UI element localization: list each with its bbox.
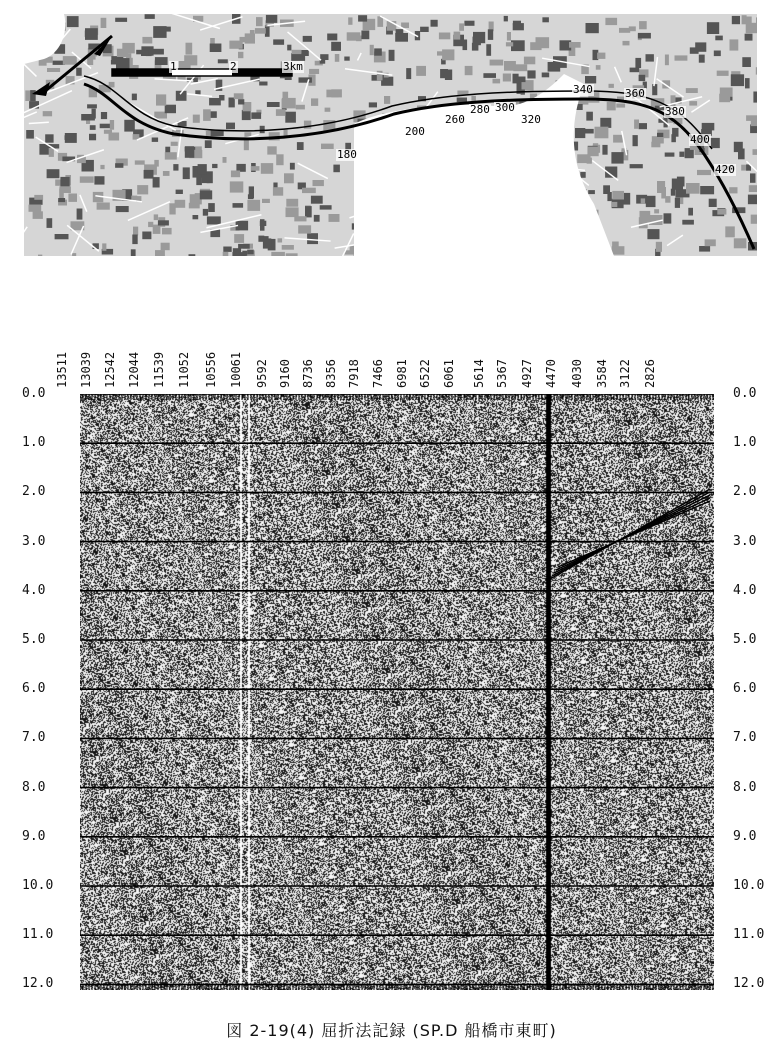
station-label: 340 — [573, 83, 593, 96]
station-label: 360 — [625, 87, 645, 100]
distance-label: 8736 — [301, 359, 315, 388]
time-label-left: 9.0 — [22, 828, 46, 844]
distance-label: 3122 — [618, 359, 632, 388]
distance-label: 6981 — [395, 359, 409, 388]
station-label: 200 — [405, 125, 425, 138]
time-label-left: 1.0 — [22, 435, 46, 451]
distance-label: 12044 — [127, 351, 141, 388]
location-map — [24, 14, 757, 256]
distance-label: 6522 — [418, 359, 432, 388]
distance-label: 12542 — [103, 351, 117, 388]
record-overlay — [80, 394, 714, 990]
refraction-record — [80, 394, 714, 990]
distance-label: 13511 — [55, 351, 69, 388]
time-label-left: 0.0 — [22, 386, 46, 401]
time-label-right: 6.0 — [733, 681, 757, 697]
time-label-right: 10.0 — [733, 878, 765, 893]
time-label-left: 5.0 — [22, 632, 46, 647]
station-label: 420 — [715, 163, 735, 176]
distance-label: 4470 — [544, 359, 558, 388]
scale-tick: 3km — [283, 60, 303, 73]
time-label-left: 7.0 — [22, 730, 46, 746]
scale-tick: 2 — [230, 60, 237, 73]
figure-caption: 図 2-19(4) 屈折法記録 (SP.D 船橋市東町) — [226, 1021, 557, 1040]
time-label-right: 8.0 — [733, 779, 757, 795]
distance-label: 3584 — [595, 359, 609, 388]
distance-label: 11052 — [177, 351, 191, 388]
time-label-left: 6.0 — [22, 681, 46, 697]
distance-label: 7466 — [371, 359, 385, 388]
station-label: 300 — [495, 101, 515, 114]
time-label-left: 3.0 — [22, 533, 46, 549]
distance-label: 4927 — [520, 359, 534, 388]
station-label: 280 — [470, 103, 490, 116]
time-label-right: 1.0 — [733, 435, 757, 451]
distance-label: 2826 — [643, 359, 657, 388]
time-label-left: 11.0 — [22, 927, 54, 943]
time-label-right: 5.0 — [733, 632, 757, 647]
station-label: 400 — [690, 133, 710, 146]
time-label-left: 2.0 — [22, 484, 46, 500]
distance-label: 8356 — [324, 359, 338, 388]
time-label-right: 4.0 — [733, 582, 757, 598]
distance-label: 9160 — [278, 359, 292, 388]
time-label-left: 10.0 — [22, 878, 54, 893]
time-label-right: 0.0 — [733, 386, 757, 401]
time-label-right: 11.0 — [733, 927, 765, 943]
station-label: 320 — [521, 113, 541, 126]
distance-label: 5614 — [472, 359, 486, 388]
station-label: 260 — [445, 113, 465, 126]
distance-label: 11539 — [152, 351, 166, 388]
time-label-right: 7.0 — [733, 730, 757, 746]
distance-label: 4030 — [570, 359, 584, 388]
time-label-right: 2.0 — [733, 484, 757, 500]
time-label-right: 9.0 — [733, 828, 757, 844]
map-graphic — [24, 14, 757, 256]
distance-label: 6061 — [442, 359, 456, 388]
time-label-left: 12.0 — [22, 976, 54, 992]
time-label-left: 8.0 — [22, 779, 46, 795]
distance-label: 10556 — [204, 351, 218, 388]
distance-label: 5367 — [495, 359, 509, 388]
first-arrival — [558, 501, 710, 567]
time-label-left: 4.0 — [22, 582, 46, 598]
distance-label: 7918 — [347, 359, 361, 388]
station-label: 180 — [337, 148, 357, 161]
distance-label: 10061 — [229, 351, 243, 388]
distance-label: 13039 — [79, 351, 93, 388]
time-label-right: 12.0 — [733, 976, 765, 992]
distance-label: 9592 — [255, 359, 269, 388]
time-label-right: 3.0 — [733, 533, 757, 549]
scale-tick: 1 — [170, 60, 177, 73]
station-label: 380 — [665, 105, 685, 118]
